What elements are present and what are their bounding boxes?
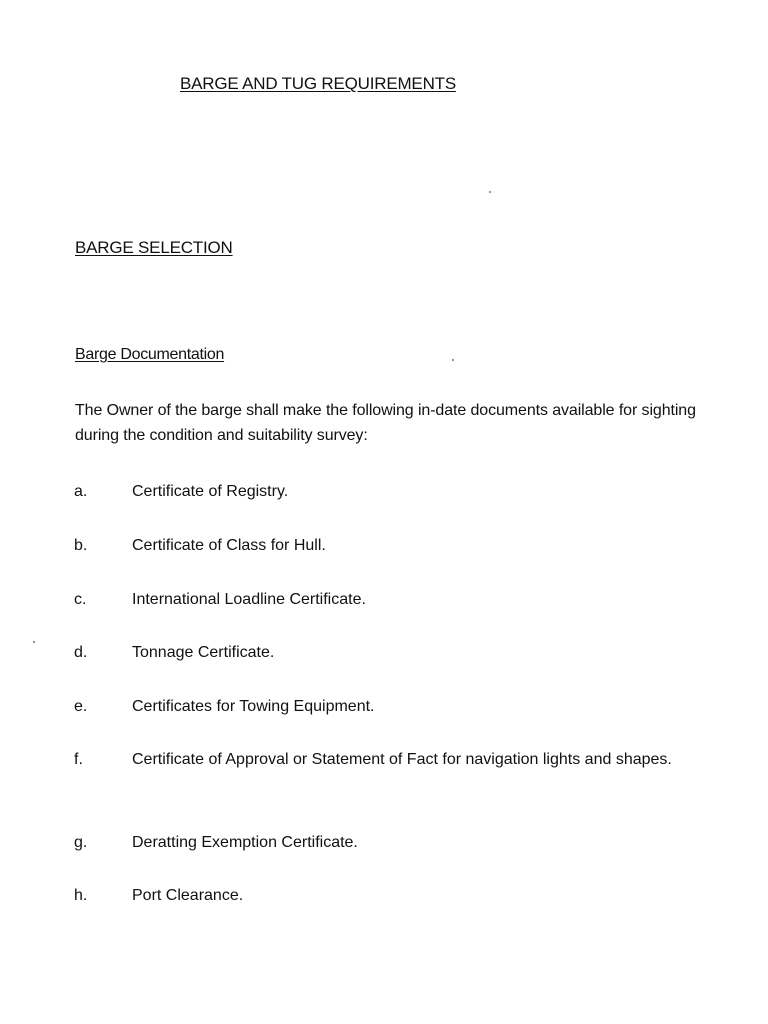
scan-speck	[33, 641, 35, 643]
list-item-marker: b.	[74, 537, 88, 554]
scan-speck	[489, 191, 491, 193]
list-item-text: Port Clearance.	[132, 887, 244, 904]
subsection-heading: Barge Documentation	[75, 346, 225, 363]
list-item-marker: f.	[74, 751, 83, 768]
intro-paragraph: The Owner of the barge shall make the following in-date documents available for sighting during the condition and suitability survey:	[75, 402, 696, 444]
list-item-marker: g.	[74, 834, 88, 851]
section-heading: BARGE SELECTION	[75, 238, 233, 257]
list-item-text: Certificate of Class for Hull.	[132, 537, 326, 554]
list-item-marker: c.	[74, 591, 87, 608]
list-item-marker: h.	[74, 887, 88, 904]
list-item-marker: d.	[74, 644, 88, 661]
list-item-marker: e.	[74, 698, 88, 715]
list-item-text: Certificate of Approval or Statement of Fact for navigation lights and shapes.	[132, 751, 672, 768]
list-item-text: International Loadline Certificate.	[132, 591, 366, 608]
scan-speck	[452, 359, 454, 361]
list-item-text: Tonnage Certificate.	[132, 644, 275, 661]
list-item-text: Deratting Exemption Certificate.	[132, 834, 358, 851]
document-title: BARGE AND TUG REQUIREMENTS	[180, 74, 456, 93]
list-item-text: Certificates for Towing Equipment.	[132, 698, 375, 715]
list-item-text: Certificate of Registry.	[132, 483, 289, 500]
list-item-marker: a.	[74, 483, 88, 500]
